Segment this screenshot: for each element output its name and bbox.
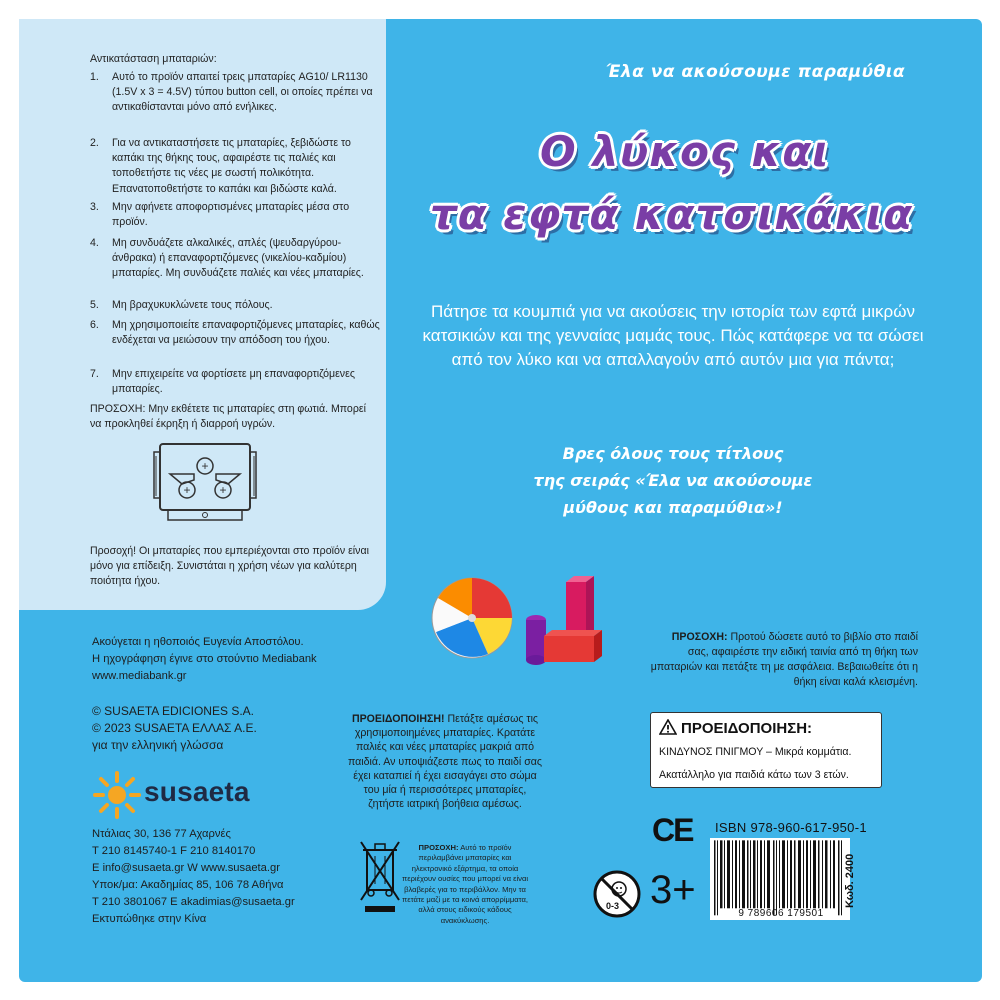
barcode-digits: 9 789606 179501 — [738, 908, 824, 919]
beach-ball-icon — [432, 578, 512, 658]
battery-item-text: Μην επιχειρείτε να φορτίσετε μη επαναφορτιζόμενες μπαταρίες. — [112, 368, 355, 396]
battery-heading: Αντικατάσταση μπαταριών: — [90, 53, 217, 65]
choking-hazard-title: ΠΡΟΕΙΔΟΠΟΙΗΣΗ: — [681, 720, 813, 737]
battery-item-number: 2. — [90, 137, 99, 149]
isbn-label: ISBN 978-960-617-950-1 — [715, 820, 867, 835]
battery-tape-warning — [650, 630, 918, 690]
recycling-note-text: Αυτό το προϊόν περιλαμβάνει μπαταρίες και ηλεκτρονικό εξάρτημα, τα οποία περιέχουν ουσίες που μπορεί να είναι βλαβερές για το περιβάλλον. Μην τα πετάτε μαζί με τα κοινά απορρίμματα, αλλά στους ειδικούς κάδους ανακύκλωσης. — [401, 843, 529, 925]
sun-icon — [92, 770, 142, 820]
email-line: E info@susaeta.gr W www.susaeta.gr — [92, 862, 280, 874]
battery-item — [90, 70, 380, 130]
recycling-note — [400, 843, 530, 926]
series-callout-line: μύθους και παραμύθια»! — [563, 498, 783, 517]
age-restriction-icon — [592, 869, 642, 919]
battery-item-number: 3. — [90, 201, 99, 213]
crossed-bin-icon — [357, 838, 403, 918]
age-label: 3+ — [650, 868, 696, 912]
series-callout-line: της σειράς «Έλα να ακούσουμε — [533, 471, 813, 490]
copyright — [92, 703, 382, 754]
credit-line: www.mediabank.gr — [92, 670, 187, 682]
battery-item-text: Μη συνδυάζετε αλκαλικές, απλές (ψευδαργύρου-άνθρακα) ή επαναφορτιζόμενες (νικελίου-καδμίου) μπαταρίες. Μη συνδυάζετε παλιές και νέες μπαταρίες. — [112, 237, 364, 280]
battery-item-text: Μη χρησιμοποιείτε επαναφορτιζόμενες μπαταρίες, καθώς ενδέχεται να μειώσουν την απόδοση του ήχου. — [112, 319, 380, 347]
publisher-contacts — [92, 826, 382, 928]
copyright-line: © 2023 SUSAETA ΕΛΛΑΣ Α.Ε. — [92, 721, 257, 735]
copyright-line: © SUSAETA EDICIONES S.A. — [92, 704, 254, 718]
tape-warning-label: ΠΡΟΣΟΧΗ: — [671, 631, 728, 643]
battery-item — [90, 200, 380, 230]
choking-hazard-box — [650, 712, 882, 788]
address-line: Ντάλιας 30, 136 77 Αχαρνές — [92, 828, 231, 840]
age-icon-label: 0-3 — [606, 901, 620, 911]
demo-battery-note: Προσοχή! Οι μπαταρίες που εμπεριέχονται στο προϊόν είναι μόνο για επίδειξη. Συνιστάται η χρήση νέων για καλύτερη ποιότητα ήχου. — [90, 545, 369, 588]
toy-blocks-icon — [526, 576, 602, 665]
choking-hazard-line: Ακατάλληλο για παιδιά κάτω των 3 ετών. — [659, 769, 849, 781]
publisher-logo — [92, 770, 272, 820]
branch-line: Υποκ/μα: Ακαδημίας 85, 106 78 Αθήνα — [92, 879, 284, 891]
battery-fire-warning: ΠΡΟΣΟΧΗ: Μην εκθέτετε τις μπαταρίες στη φωτιά. Μπορεί να προκληθεί έκρηξη ή διαρροή υγρών. — [90, 403, 366, 431]
choking-hazard-heading — [659, 719, 864, 737]
battery-item-text: Μην αφήνετε αποφορτισμένες μπαταρίες μέσα στο προϊόν. — [112, 201, 350, 229]
battery-item — [90, 318, 380, 364]
battery-compartment-icon — [150, 438, 260, 528]
battery-item-number: 1. — [90, 71, 99, 83]
battery-item-number: 4. — [90, 237, 99, 249]
credits — [92, 634, 382, 685]
ce-mark: CE — [652, 812, 693, 848]
product-code: Κωδ. 2400 — [844, 853, 856, 908]
battery-ingestion-warning — [345, 712, 545, 811]
credit-line: Ακούγεται η ηθοποιός Ευγενία Αποστόλου. — [92, 636, 304, 648]
series-callout-line: Βρες όλους τους τίτλους — [562, 444, 784, 463]
battery-item-text: Για να αντικαταστήσετε τις μπαταρίες, ξεβιδώστε το καπάκι της θήκης τους, αφαιρέστε τις παλιές και τοποθετήστε τις νέες με σωστή πολικότητα. Επανατοποθετήστε το καπάκι και βιδώστε καλά. — [112, 137, 351, 195]
series-callout — [448, 440, 898, 521]
logo-wordmark: susaeta — [144, 776, 250, 807]
battery-item-number: 7. — [90, 368, 99, 380]
battery-item — [90, 136, 380, 196]
battery-item — [90, 367, 380, 397]
branch-phone-line: T 210 3801067 E akadimias@susaeta.gr — [92, 896, 295, 908]
svg-text:+: + — [201, 459, 209, 473]
warning-triangle-icon — [659, 719, 677, 735]
book-description: Πάτησε τα κουμπιά για να ακούσεις την ιστορία των εφτά μικρών κατσικιών και της γενναίας μαμάς τους. Πώς κατάφερε να τα σώσει από τον λύκο και να απαλλαγούν από αυτόν μια για πάντα; — [422, 302, 924, 369]
printed-in-line: Εκτυπώθηκε στην Κίνα — [92, 913, 207, 925]
recycling-note-label: ΠΡΟΣΟΧΗ: — [418, 843, 459, 852]
book-title-line-1: Ο λύκος και — [540, 127, 830, 176]
warning-text: Πετάξτε αμέσως τις χρησιμοποιημένες μπαταρίες. Κρατάτε παλιές και νέες μπαταρίες μακριά από παιδιά. Αν υποψιάζεστε πως το παιδί σας έχει καταπιεί ή έχει εισαγάγει στο σώμα του μία ή περισσότερες μπαταρίες, ζητήστε ιατρική βοήθεια αμέσως. — [347, 713, 543, 811]
battery-item — [90, 236, 380, 296]
choking-hazard-line: ΚΙΝΔΥΝΟΣ ΠΝΙΓΜΟΥ – Μικρά κομμάτια. — [659, 746, 852, 758]
toys-illustration — [428, 572, 608, 672]
phone-line: T 210 8145740-1 F 210 8140170 — [92, 845, 256, 857]
book-title-line-2: τα εφτά κατσικάκια — [430, 190, 914, 239]
tape-warning-text: Προτού δώσετε αυτό το βιβλίο στο παιδί σας, αφαιρέστε την ειδική ταινία από τη θήκη των μπαταριών και πετάξτε τη με ασφάλεια. Βεβαιωθείτε ότι η θήκη είναι καλά κλεισμένη. — [650, 631, 918, 688]
copyright-line: για την ελληνική γλώσσα — [92, 738, 224, 752]
warning-label: ΠΡΟΕΙΔΟΠΟΙΗΣΗ! — [351, 713, 445, 725]
battery-item-number: 6. — [90, 319, 99, 331]
svg-text:+: + — [183, 483, 191, 497]
series-title: Έλα να ακούσουμε παραμύθια — [606, 62, 906, 82]
battery-item-number: 5. — [90, 299, 99, 311]
battery-item-text: Μη βραχυκυκλώνετε τους πόλους. — [112, 299, 273, 311]
battery-item — [90, 298, 380, 314]
battery-item-text: Αυτό το προϊόν απαιτεί τρεις μπαταρίες AG10/ LR1130 (1.5V x 3 = 4.5V) τύπου button cell, οι οποίες πρέπει να αντικαθίστανται μόνο από ενήλικες. — [112, 71, 373, 114]
svg-text:+: + — [219, 483, 227, 497]
credit-line: Η ηχογράφηση έγινε στο στούντιο Mediabank — [92, 653, 317, 665]
